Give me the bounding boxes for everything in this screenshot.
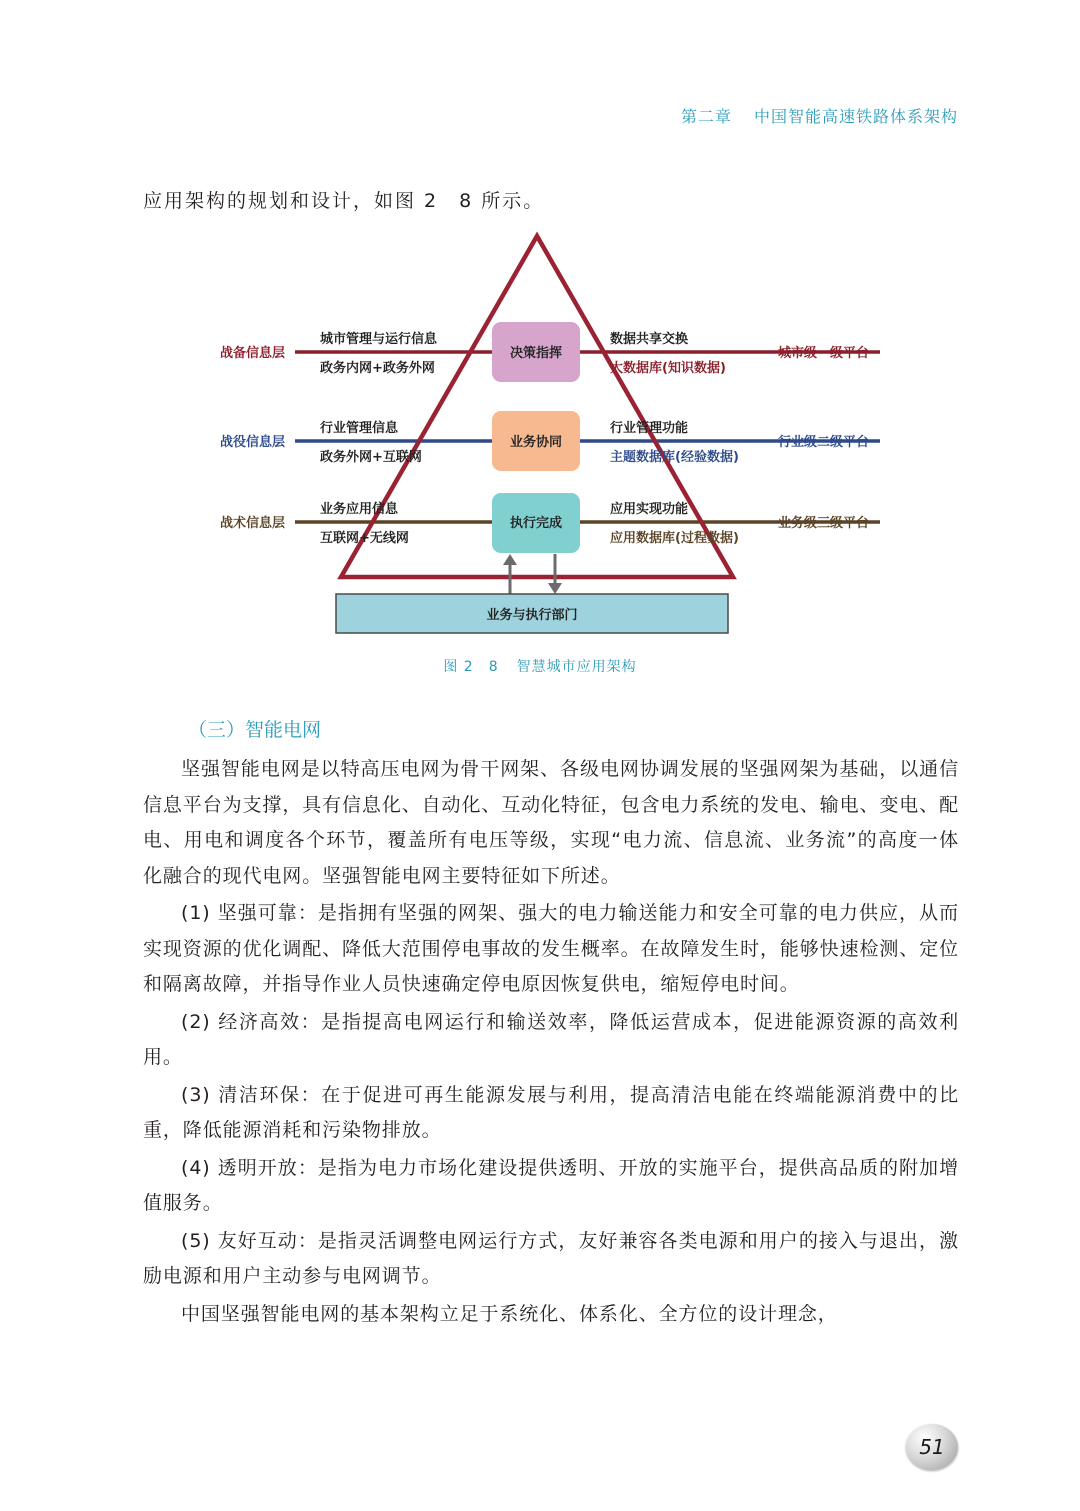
body-text (143, 752, 959, 1332)
bottom-right-text: 应用数据库(过程数据) (610, 531, 739, 546)
paragraph: 坚强智能电网是以特高压电网为骨干网架、各级电网协调发展的坚强网架为基础，以通信信息平台为支撑，具有信息化、自动化、互动化特征，包含电力系统的发电、输电、变电、配电、用电和调度各个环节，覆盖所有电压等级，实现“电力流、信息流、业务流”的高度一体化融合的现代电网。坚强智能电网主要特征如下所述。 (143, 758, 959, 887)
figure-title: 智慧城市应用架构 (516, 659, 637, 675)
bottom-right-text: 主题数据库(经验数据) (610, 450, 739, 465)
running-header (681, 104, 958, 127)
top-right-text: 数据共享交换 (610, 332, 689, 347)
section-heading: （三）智能电网 (188, 719, 322, 741)
top-right-text: 应用实现功能 (610, 502, 689, 517)
top-left-text: 业务应用信息 (320, 502, 399, 517)
left-layer-label: 战术信息层 (220, 516, 286, 531)
chapter-title: 中国智能高速铁路体系架构 (753, 107, 958, 126)
intro-line: 应用架构的规划和设计，如图 2 8 所示。 (143, 190, 545, 212)
paragraph: (3) 清洁环保：在于促进可再生能源发展与利用，提高清洁电能在终端能源消费中的比重，降低能源消耗和污染物排放。 (143, 1083, 959, 1141)
top-right-text: 行业管理功能 (610, 421, 689, 436)
figure-caption (0, 656, 1080, 676)
right-platform-label: 业务级三级平台 (778, 516, 870, 531)
left-layer-label: 战备信息层 (220, 346, 286, 361)
center-box-label: 执行完成 (509, 516, 563, 531)
paragraph: (4) 透明开放：是指为电力市场化建设提供透明、开放的实施平台，提供高品质的附加增值服务。 (143, 1156, 959, 1214)
paragraph: (2) 经济高效：是指提高电网运行和输送效率，降低运营成本，促进能源资源的高效利用。 (143, 1010, 959, 1068)
bottom-left-text: 政务外网+互联网 (320, 450, 422, 465)
center-box-label: 决策指挥 (509, 346, 563, 361)
bottom-left-text: 政务内网+政务外网 (320, 361, 435, 376)
center-box-label: 业务协同 (509, 435, 563, 450)
right-platform-label: 行业级二级平台 (778, 435, 870, 450)
department-label: 业务与执行部门 (486, 608, 578, 623)
up-arrow-icon (503, 554, 517, 565)
city-application-architecture-diagram (200, 228, 900, 638)
right-platform-label: 城市级一级平台 (778, 346, 870, 361)
figure-number: 图 2 8 (443, 659, 499, 675)
page-number-badge: 51 (906, 1424, 958, 1470)
paragraph: (5) 友好互动：是指灵活调整电网运行方式，友好兼容各类电源和用户的接入与退出，激励电源和用户主动参与电网调节。 (143, 1229, 959, 1287)
paragraph: (1) 坚强可靠：是指拥有坚强的网架、强大的电力输送能力和安全可靠的电力供应，从而实现资源的优化调配、降低大范围停电事故的发生概率。在故障发生时，能够快速检测、定位和隔离故障，并指导作业人员快速确定停电原因恢复供电，缩短停电时间。 (143, 902, 959, 995)
top-left-text: 城市管理与运行信息 (320, 332, 438, 347)
paragraph: 中国坚强智能电网的基本架构立足于系统化、体系化、全方位的设计理念， (181, 1302, 838, 1325)
left-layer-label: 战役信息层 (220, 435, 286, 450)
top-left-text: 行业管理信息 (320, 421, 399, 436)
bottom-right-text: 大数据库(知识数据) (610, 361, 726, 376)
chapter-label: 第二章 (680, 107, 732, 126)
down-arrow-icon (548, 583, 562, 594)
bottom-left-text: 互联网+无线网 (320, 531, 409, 546)
